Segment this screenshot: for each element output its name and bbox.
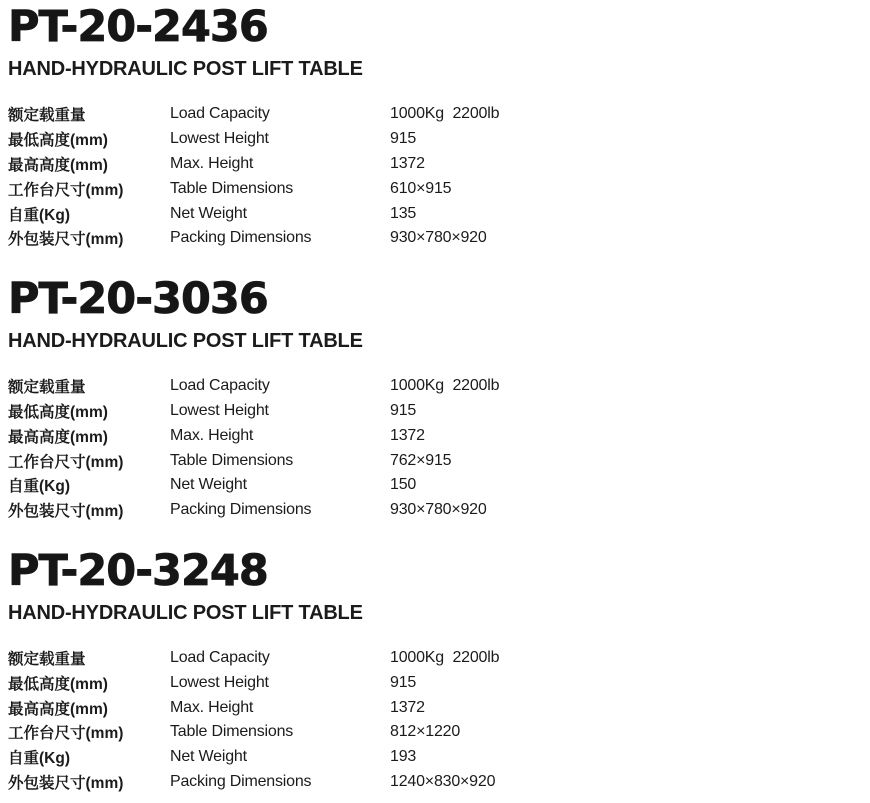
spec-row (8, 374, 870, 399)
spec-row (8, 670, 870, 695)
product-section-pt-20-3036 (8, 273, 870, 523)
spec-label-cn: 最高高度(mm) (8, 700, 108, 718)
spec-label-en: Table Dimensions (170, 451, 294, 469)
spec-label-cn: 最高高度(mm) (8, 428, 108, 446)
spec-label-cn: 最低高度(mm) (8, 132, 108, 150)
spec-row (8, 127, 870, 152)
spec-label-cn: 外包装尺寸(mm) (8, 503, 124, 521)
spec-row (8, 498, 870, 523)
spec-value: 1000Kg 2200lb (390, 377, 500, 395)
spec-label-en: Lowest Height (170, 673, 269, 691)
spec-value: 915 (390, 130, 417, 148)
spec-label-en: Lowest Height (170, 401, 269, 419)
spec-label-cn: 额定载重量 (8, 650, 86, 668)
spec-value: 610×915 (390, 179, 452, 197)
spec-label-cn: 最低高度(mm) (8, 403, 108, 421)
product-subtitle: HAND-HYDRAULIC POST LIFT TABLE (8, 329, 363, 352)
spec-row (8, 423, 870, 448)
spec-row (8, 745, 870, 770)
spec-value: 930×780×920 (390, 501, 487, 519)
product-model-title: PT-20-3036 (8, 273, 268, 324)
spec-table (8, 646, 870, 795)
spec-label-en: Packing Dimensions (170, 501, 312, 519)
spec-label-en: Table Dimensions (170, 179, 294, 197)
spec-value: 915 (390, 673, 417, 691)
spec-label-cn: 自重(Kg) (8, 206, 70, 224)
spec-value: 1372 (390, 426, 425, 444)
spec-label-cn: 额定载重量 (8, 107, 86, 125)
spec-label-cn: 外包装尺寸(mm) (8, 774, 124, 792)
spec-label-cn: 最高高度(mm) (8, 156, 108, 174)
spec-row (8, 176, 870, 201)
spec-row (8, 226, 870, 251)
spec-table (8, 374, 870, 523)
product-subtitle: HAND-HYDRAULIC POST LIFT TABLE (8, 601, 363, 624)
spec-row (8, 201, 870, 226)
spec-value: 1372 (390, 698, 425, 716)
spec-label-en: Load Capacity (170, 377, 270, 395)
product-model-title: PT-20-3248 (8, 545, 268, 596)
spec-value: 1000Kg 2200lb (390, 648, 500, 666)
spec-label-en: Max. Height (170, 426, 254, 444)
spec-row (8, 646, 870, 671)
spec-label-en: Load Capacity (170, 648, 270, 666)
spec-value: 135 (390, 204, 417, 222)
spec-label-en: Max. Height (170, 154, 254, 172)
spec-label-cn: 工作台尺寸(mm) (8, 725, 124, 743)
spec-label-en: Net Weight (170, 476, 247, 494)
spec-label-en: Packing Dimensions (170, 229, 312, 247)
spec-label-cn: 额定载重量 (8, 379, 86, 397)
product-section-pt-20-2436 (8, 2, 870, 251)
spec-label-cn: 最低高度(mm) (8, 675, 108, 693)
spec-row (8, 152, 870, 177)
spec-row (8, 399, 870, 424)
spec-value: 1000Kg 2200lb (390, 105, 500, 123)
spec-value: 812×1220 (390, 723, 461, 741)
spec-label-en: Table Dimensions (170, 723, 294, 741)
spec-label-en: Load Capacity (170, 105, 270, 123)
spec-label-cn: 外包装尺寸(mm) (8, 231, 124, 249)
spec-row (8, 473, 870, 498)
spec-label-cn: 自重(Kg) (8, 478, 70, 496)
spec-row (8, 695, 870, 720)
spec-row (8, 770, 870, 795)
spec-label-en: Max. Height (170, 698, 254, 716)
spec-label-cn: 自重(Kg) (8, 750, 70, 768)
spec-label-en: Packing Dimensions (170, 772, 312, 790)
product-model-title: PT-20-2436 (8, 2, 268, 52)
spec-value: 1372 (390, 154, 425, 172)
spec-row (8, 720, 870, 745)
spec-label-en: Net Weight (170, 204, 247, 222)
product-subtitle: HAND-HYDRAULIC POST LIFT TABLE (8, 58, 363, 80)
product-section-pt-20-3248 (8, 545, 870, 795)
spec-label-en: Lowest Height (170, 130, 269, 148)
spec-value: 150 (390, 476, 417, 494)
spec-label-cn: 工作台尺寸(mm) (8, 453, 124, 471)
spec-value: 762×915 (390, 451, 452, 469)
spec-label-cn: 工作台尺寸(mm) (8, 181, 124, 199)
spec-row (8, 102, 870, 127)
spec-value: 1240×830×920 (390, 772, 496, 790)
spec-value: 915 (390, 401, 417, 419)
spec-label-en: Net Weight (170, 748, 247, 766)
spec-value: 930×780×920 (390, 229, 487, 247)
spec-value: 193 (390, 748, 417, 766)
spec-table (8, 102, 870, 251)
spec-row (8, 448, 870, 473)
